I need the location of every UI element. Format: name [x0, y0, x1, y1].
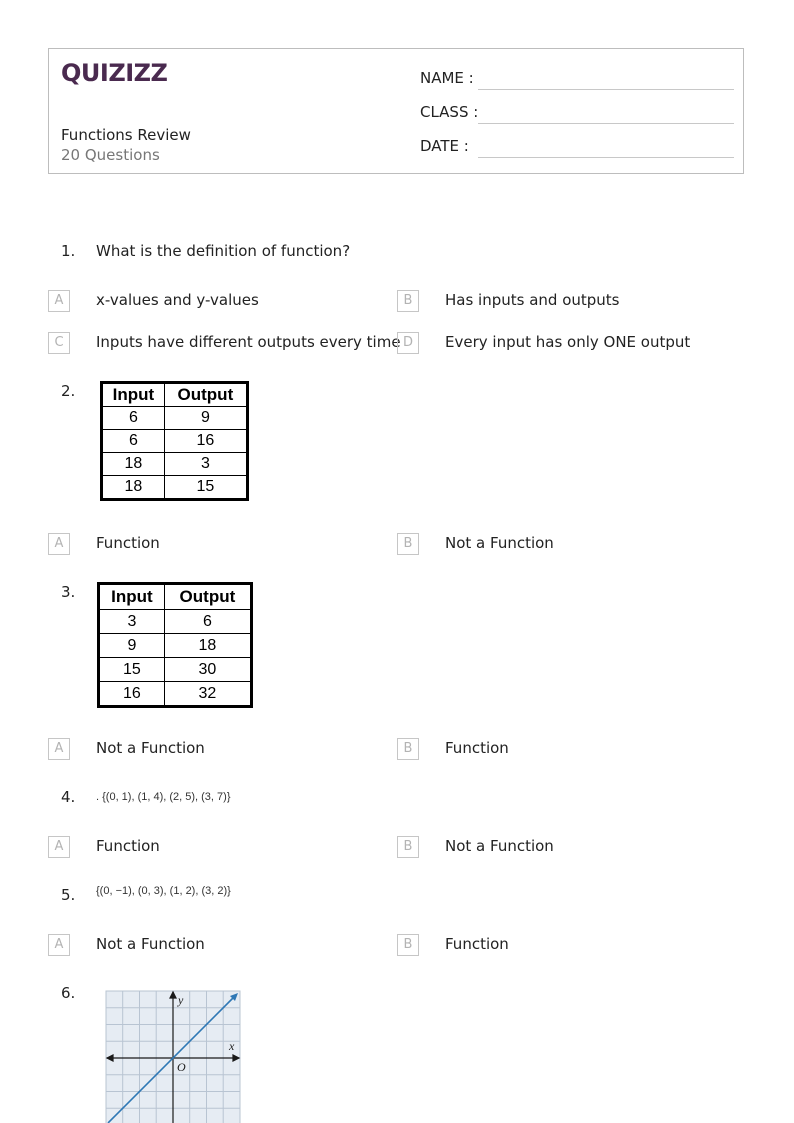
q3-option-a-box[interactable]: A	[48, 738, 70, 760]
table-cell: 18	[164, 634, 251, 658]
table-cell: 3	[164, 453, 247, 476]
question-4-number: 4.	[61, 788, 76, 806]
class-field[interactable]	[420, 103, 734, 127]
q1-option-a-text: x-values and y-values	[96, 291, 259, 309]
question-count: 20 Questions	[61, 146, 160, 164]
question-6-number: 6.	[61, 984, 76, 1002]
q4-option-a-box[interactable]: A	[48, 836, 70, 858]
date-line[interactable]	[478, 157, 734, 158]
table-cell: 18	[102, 476, 165, 500]
q2-option-a-text: Function	[96, 534, 160, 552]
q5-option-b-box[interactable]: B	[397, 934, 419, 956]
question-5-number: 5.	[61, 886, 76, 904]
q2-header-input: Input	[102, 383, 165, 407]
class-label: CLASS :	[420, 103, 479, 121]
name-label: NAME :	[420, 69, 474, 87]
table-cell: 16	[164, 430, 247, 453]
table-row	[102, 430, 248, 453]
name-line[interactable]	[478, 89, 734, 90]
graph-y-label: y	[178, 993, 184, 1007]
table-cell: 15	[164, 476, 247, 500]
table-row	[99, 658, 252, 682]
q1-option-a-box[interactable]: A	[48, 290, 70, 312]
question-2-number: 2.	[61, 382, 76, 400]
q3-input-output-table	[97, 582, 253, 708]
q6-coordinate-graph	[104, 989, 242, 1123]
question-3-number: 3.	[61, 583, 76, 601]
q1-option-d-text: Every input has only ONE output	[445, 333, 691, 351]
question-1-text: What is the definition of function?	[96, 242, 351, 260]
q5-option-a-box[interactable]: A	[48, 934, 70, 956]
table-cell: 32	[164, 682, 251, 707]
worksheet-header	[48, 48, 744, 174]
q3-option-b-box[interactable]: B	[397, 738, 419, 760]
table-cell: 15	[99, 658, 165, 682]
q1-option-b-box[interactable]: B	[397, 290, 419, 312]
q3-header-output: Output	[164, 584, 251, 610]
q1-option-b-text: Has inputs and outputs	[445, 291, 620, 309]
q2-option-a-box[interactable]: A	[48, 533, 70, 555]
q2-header-output: Output	[164, 383, 247, 407]
table-row	[99, 634, 252, 658]
graph-x-label: x	[229, 1039, 235, 1053]
date-label: DATE :	[420, 137, 469, 155]
q4-option-b-text: Not a Function	[445, 837, 554, 855]
table-cell: 6	[102, 407, 165, 430]
q5-option-b-text: Function	[445, 935, 509, 953]
q4-option-b-box[interactable]: B	[397, 836, 419, 858]
table-cell: 9	[99, 634, 165, 658]
q1-option-d-box[interactable]: D	[397, 332, 419, 354]
q2-option-b-box[interactable]: B	[397, 533, 419, 555]
table-row	[99, 682, 252, 707]
table-cell: 6	[102, 430, 165, 453]
date-field[interactable]	[420, 137, 734, 161]
table-row	[102, 453, 248, 476]
class-line[interactable]	[478, 123, 734, 124]
q4-ordered-pairs: . {(0, 1), (1, 4), (2, 5), (3, 7)}	[96, 791, 231, 803]
table-row	[102, 476, 248, 500]
quizizz-logo: QUIZIZZ	[61, 59, 168, 87]
table-cell: 3	[99, 610, 165, 634]
table-cell: 30	[164, 658, 251, 682]
q2-input-output-table	[100, 381, 249, 501]
q3-header-input: Input	[99, 584, 165, 610]
question-1-number: 1.	[61, 242, 76, 260]
table-cell: 18	[102, 453, 165, 476]
q3-option-a-text: Not a Function	[96, 739, 205, 757]
table-row	[99, 610, 252, 634]
q5-option-a-text: Not a Function	[96, 935, 205, 953]
q2-option-b-text: Not a Function	[445, 534, 554, 552]
q1-option-c-text: Inputs have different outputs every time	[96, 333, 401, 351]
q4-option-a-text: Function	[96, 837, 160, 855]
table-cell: 6	[164, 610, 251, 634]
table-row	[102, 407, 248, 430]
q3-option-b-text: Function	[445, 739, 509, 757]
graph-origin-label: O	[177, 1060, 186, 1074]
table-cell: 16	[99, 682, 165, 707]
worksheet-title: Functions Review	[61, 126, 191, 144]
q1-option-c-box[interactable]: C	[48, 332, 70, 354]
name-field[interactable]	[420, 69, 734, 93]
table-cell: 9	[164, 407, 247, 430]
q5-ordered-pairs: {(0, −1), (0, 3), (1, 2), (3, 2)}	[96, 885, 231, 897]
